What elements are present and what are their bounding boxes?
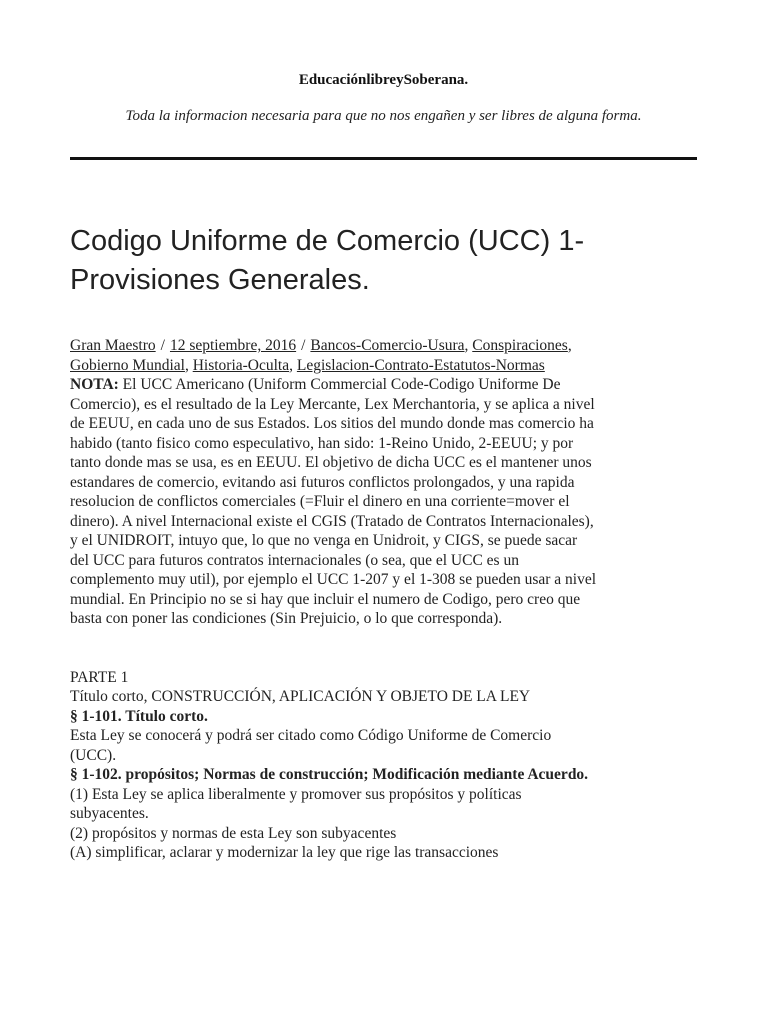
- paragraph-spacer: [70, 629, 600, 668]
- post-title: Codigo Uniforme de Comercio (UCC) 1-Provisiones Generales.: [70, 225, 585, 296]
- category-link[interactable]: Bancos-Comercio-Usura: [310, 337, 465, 354]
- section-item: (2) propósitos y normas de esta Ley son subyacentes: [70, 824, 397, 842]
- section-heading-1-102: § 1-102. propósitos; Normas de construcción; Modificación mediante Acuerdo.: [70, 766, 589, 783]
- category-link[interactable]: Gobierno Mundial: [70, 356, 185, 374]
- post-meta: Gran Maestro / 12 septiembre, 2016 / Bancos-Comercio-Usura, Conspiraciones, Gobierno Mundial, Historia-Oculta, Legislacion-Contrato-Estatutos-Normas: [70, 337, 572, 374]
- site-header: [70, 70, 697, 126]
- section-item: (1) Esta Ley se aplica liberalmente y promover sus propósitos y políticas subyacentes.: [70, 785, 522, 822]
- category-link[interactable]: Historia-Oculta: [192, 356, 290, 374]
- post-content: [70, 336, 600, 863]
- section-text-1-101: Esta Ley se conocerá y podrá ser citado como Código Uniforme de Comercio (UCC).: [70, 727, 552, 764]
- site-title-link[interactable]: EducaciónlibreySoberana.: [298, 72, 469, 88]
- meta-separator: /: [160, 337, 165, 354]
- category-link[interactable]: Legislacion-Contrato-Estatutos-Normas: [296, 356, 545, 374]
- part-title: Título corto, CONSTRUCCIÓN, APLICACIÓN Y OBJETO DE LA LEY: [70, 688, 531, 705]
- meta-separator: /: [301, 337, 306, 354]
- date-link[interactable]: 12 septiembre, 2016: [169, 337, 297, 354]
- author-link[interactable]: Gran Maestro: [70, 337, 156, 354]
- category-link[interactable]: Conspiraciones: [472, 337, 568, 354]
- header-divider: [70, 157, 697, 160]
- note-label: NOTA:: [70, 376, 119, 393]
- site-tagline: Toda la informacion necesaria para que no nos engañen y ser libres de alguna forma.: [125, 108, 642, 124]
- note-text: El UCC Americano (Uniform Commercial Code-Codigo Uniforme De Comercio), es el resultado de la Ley Mercante, Lex Merchantoria, y se aplica a nivel de EEUU, en cada uno de sus Estados. Los sitios del mundo donde mas comercio ha habido (tanto fisico como especulativo, han sido: 1-Reino Unido, 2-EEUU; y por tanto donde mas se usa, es en EEUU. El objetivo de dicha UCC es el mantener unos estandares de comercio, evitando asi futuros conflictos prolongados, y una rapida resolucion de conflictos comerciales (=Fluir el dinero en una corriente=mover el dinero). A nivel Internacional existe el CGIS (Tratado de Contratos Internacionales), y el UNIDROIT, intuyo que, lo que no venga en Unidroit, y CIGS, se puede sacar del UCC para futuros contratos internacionales (o sea, que el UCC es un complemento muy util), por ejemplo el UCC 1-207 y el 1-308 se pueden usar a nivel mundial. En Principio no se si hay que incluir el numero de Codigo, pero creo que basta con poner las condiciones (Sin Prejuicio, o lo que corresponda).: [70, 376, 597, 627]
- part-label: PARTE 1: [70, 668, 129, 686]
- section-item: (A) simplificar, aclarar y modernizar la ley que rige las transacciones: [70, 844, 499, 861]
- note-paragraph: [70, 375, 600, 629]
- section-heading-1-101: § 1-101. Título corto.: [70, 707, 208, 725]
